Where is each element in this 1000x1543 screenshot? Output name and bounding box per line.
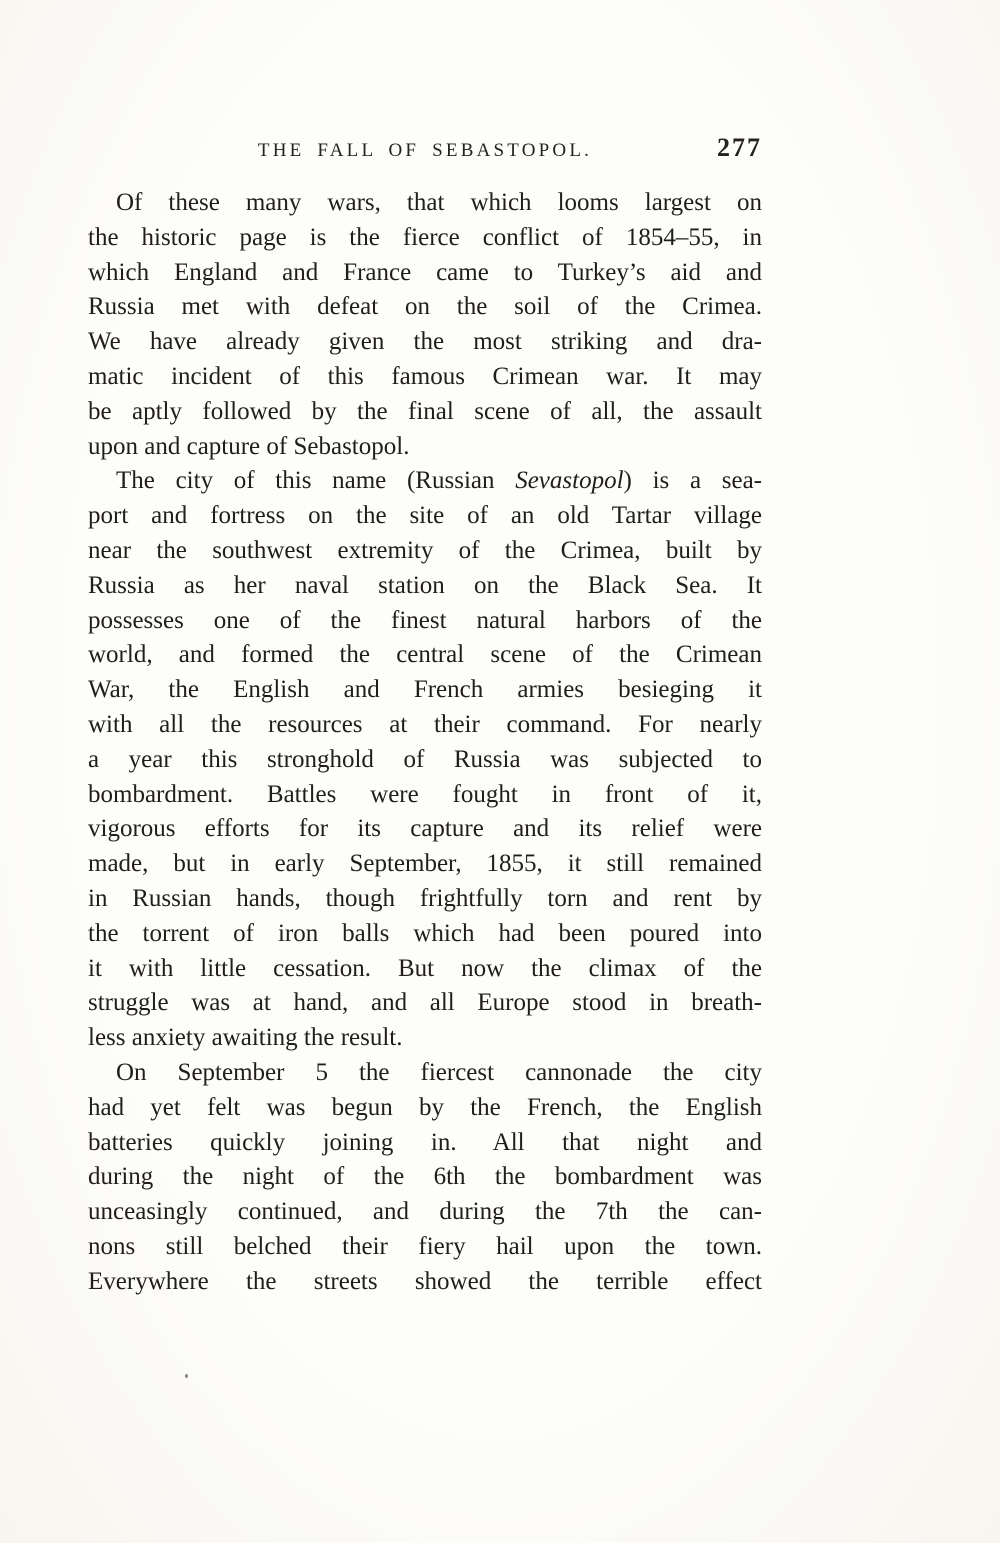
text-line: batteries quickly joining in. All that night and [88, 1128, 762, 1156]
text-line: bombardment. Battles were fought in front of it, [88, 780, 762, 808]
text-line: On September 5 the fiercest cannonade the city [116, 1058, 762, 1086]
text-line: War, the English and French armies besieging it [88, 676, 762, 704]
text-line: be aptly followed by the final scene of all, the assault [88, 397, 762, 425]
text-line: the historic page is the fierce conflict of 1854–55, in [88, 223, 762, 251]
page-body [88, 186, 762, 1300]
text-line: the torrent of iron balls which had been poured into [88, 919, 762, 947]
text-line: possesses one of the finest natural harbors of the [88, 606, 762, 634]
text-line: The city of this name (Russian Sevastopol) is a sea- [116, 467, 762, 495]
text-line: We have already given the most striking and dra- [88, 328, 762, 356]
italic-text: Sevastopol [515, 467, 624, 495]
text-line: unceasingly continued, and during the 7th the can- [88, 1198, 762, 1226]
text-line: near the southwest extremity of the Crimea, built by [88, 536, 762, 564]
running-header-title: THE FALL OF SEBASTOPOL. [257, 140, 593, 161]
text-line: a year this stronghold of Russia was subjected to [88, 745, 762, 773]
text-line: which England and France came to Turkey’s aid and [88, 258, 762, 286]
text-line: Russia as her naval station on the Black Sea. It [88, 571, 762, 599]
text-line: struggle was at hand, and all Europe stood in breath- [88, 989, 762, 1017]
scan-speck [185, 1374, 188, 1378]
text-line: vigorous efforts for its capture and its relief were [88, 815, 762, 843]
text-line: nons still belched their fiery hail upon the town. [88, 1232, 762, 1260]
text-line: had yet felt was begun by the French, the English [88, 1093, 762, 1121]
text-line: during the night of the 6th the bombardment was [88, 1163, 762, 1191]
running-header [88, 133, 762, 165]
text-line: world, and formed the central scene of the Crimean [88, 641, 762, 669]
text-line: port and fortress on the site of an old Tartar village [88, 502, 762, 530]
text-line: Everywhere the streets showed the terrible effect [88, 1267, 762, 1295]
text-line: matic incident of this famous Crimean war. It may [88, 362, 762, 390]
text-line: upon and capture of Sebastopol. [88, 432, 410, 460]
page-number: 277 [717, 133, 762, 162]
text-line: Russia met with defeat on the soil of the Crimea. [88, 293, 762, 321]
text-line: it with little cessation. But now the climax of the [88, 954, 762, 982]
text-line: in Russian hands, though frightfully torn and rent by [88, 884, 762, 912]
text-line: made, but in early September, 1855, it still remained [88, 850, 762, 878]
text-line: less anxiety awaiting the result. [88, 1024, 403, 1052]
text-line: with all the resources at their command. For nearly [88, 710, 762, 738]
text-line: Of these many wars, that which looms largest on [116, 189, 762, 216]
